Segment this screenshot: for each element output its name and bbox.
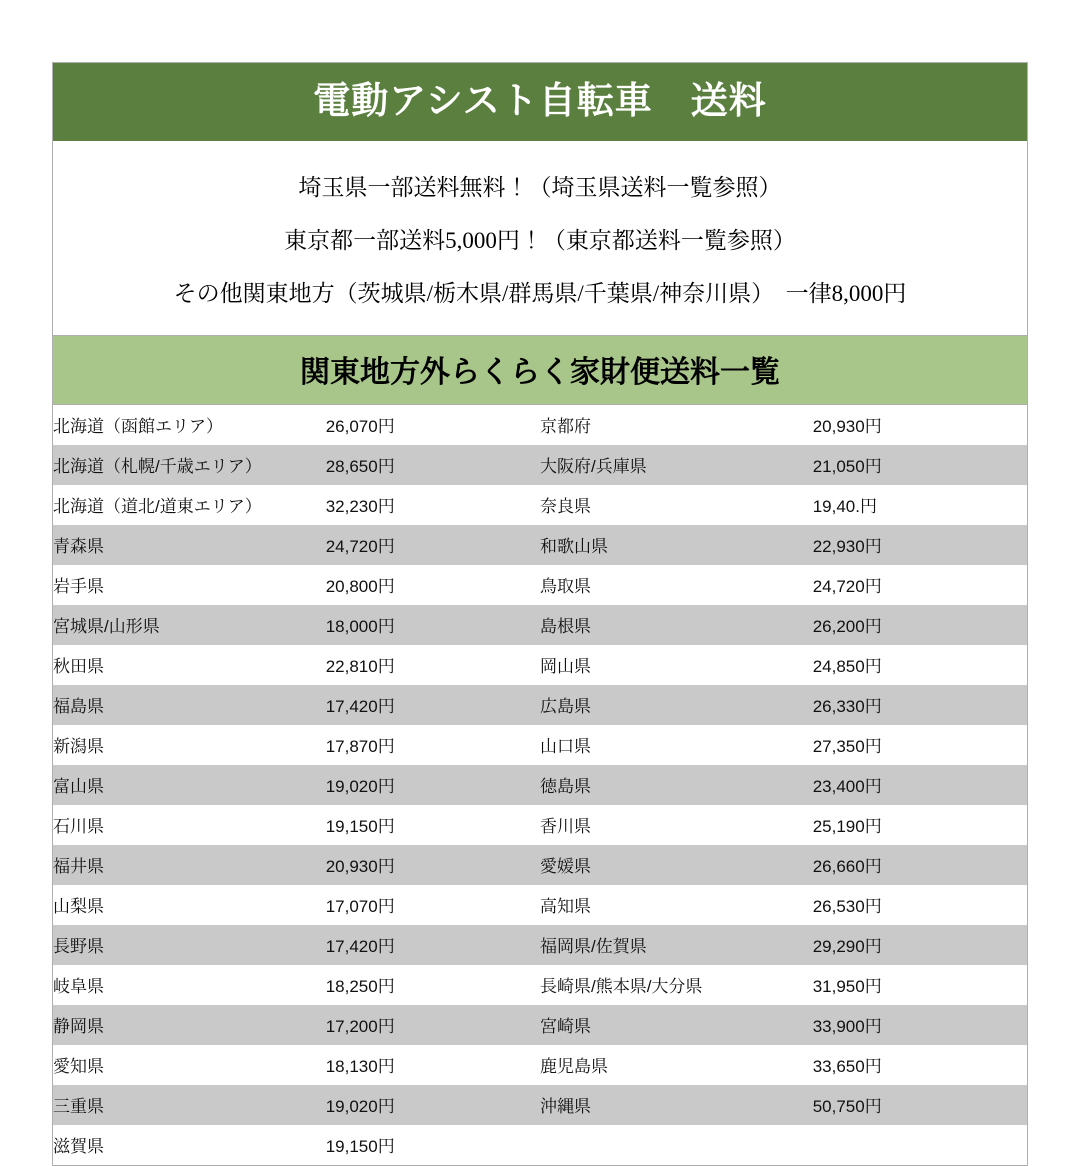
price-cell: 22,930円 (813, 525, 1027, 565)
table-row (53, 565, 1027, 605)
page-title: 電動アシスト自転車 送料 (53, 63, 1027, 141)
price-cell: 33,650円 (813, 1045, 1027, 1085)
note-kanto-other: その他関東地方（茨城県/栃木県/群馬県/千葉県/神奈川県） 一律8,000円 (173, 281, 907, 307)
price-cell: 26,530円 (813, 885, 1027, 925)
price-cell: 33,900円 (813, 1005, 1027, 1045)
region-cell: 秋田県 (53, 645, 326, 685)
price-cell-empty (813, 1125, 1027, 1165)
table-row (53, 1005, 1027, 1045)
price-cell: 24,720円 (813, 565, 1027, 605)
price-cell: 29,290円 (813, 925, 1027, 965)
price-cell: 19,020円 (326, 1085, 540, 1125)
price-cell: 19,150円 (326, 1125, 540, 1165)
region-cell: 宮城県/山形県 (53, 605, 326, 645)
price-cell: 32,230円 (326, 485, 540, 525)
price-cell: 26,200円 (813, 605, 1027, 645)
table-row (53, 1045, 1027, 1085)
price-cell: 17,200円 (326, 1005, 540, 1045)
price-cell: 19,020円 (326, 765, 540, 805)
region-cell: 鳥取県 (540, 565, 813, 605)
note-saitama: 埼玉県一部送料無料！（埼玉県送料一覧参照） (298, 175, 782, 201)
table-row (53, 725, 1027, 765)
table-row (53, 605, 1027, 645)
region-cell: 愛知県 (53, 1045, 326, 1085)
table-row (53, 405, 1027, 445)
price-cell: 26,660円 (813, 845, 1027, 885)
region-cell: 広島県 (540, 685, 813, 725)
table-row (53, 525, 1027, 565)
region-cell: 長野県 (53, 925, 326, 965)
table-row (53, 645, 1027, 685)
region-cell: 福岡県/佐賀県 (540, 925, 813, 965)
region-cell: 静岡県 (53, 1005, 326, 1045)
price-cell: 17,870円 (326, 725, 540, 765)
region-cell: 京都府 (540, 405, 813, 445)
region-cell: 沖縄県 (540, 1085, 813, 1125)
region-cell: 岡山県 (540, 645, 813, 685)
region-cell: 長崎県/熊本県/大分県 (540, 965, 813, 1005)
price-cell: 18,000円 (326, 605, 540, 645)
region-cell: 富山県 (53, 765, 326, 805)
price-cell: 21,050円 (813, 445, 1027, 485)
price-cell: 26,330円 (813, 685, 1027, 725)
price-cell: 27,350円 (813, 725, 1027, 765)
fee-table-wrapper (53, 405, 1027, 1165)
price-cell: 18,130円 (326, 1045, 540, 1085)
table-row (53, 925, 1027, 965)
price-cell: 26,070円 (326, 405, 540, 445)
price-cell: 18,250円 (326, 965, 540, 1005)
price-cell: 28,650円 (326, 445, 540, 485)
table-row (53, 685, 1027, 725)
region-cell: 北海道（札幌/千歳エリア） (53, 445, 326, 485)
table-row (53, 805, 1027, 845)
region-cell: 福井県 (53, 845, 326, 885)
shipping-fee-sheet (52, 62, 1028, 1166)
section-title-fee-list: 関東地方外らくらく家財便送料一覧 (53, 335, 1027, 405)
region-cell: 石川県 (53, 805, 326, 845)
table-row (53, 765, 1027, 805)
table-row (53, 485, 1027, 525)
table-row (53, 445, 1027, 485)
table-row (53, 1085, 1027, 1125)
price-cell: 20,800円 (326, 565, 540, 605)
price-cell: 17,420円 (326, 685, 540, 725)
price-cell: 19,40.円 (813, 485, 1027, 525)
price-cell: 20,930円 (326, 845, 540, 885)
region-cell: 宮崎県 (540, 1005, 813, 1045)
region-cell: 奈良県 (540, 485, 813, 525)
price-cell: 24,850円 (813, 645, 1027, 685)
region-cell: 山口県 (540, 725, 813, 765)
fee-table-body (53, 405, 1027, 1165)
region-cell: 鹿児島県 (540, 1045, 813, 1085)
price-cell: 19,150円 (326, 805, 540, 845)
region-cell: 島根県 (540, 605, 813, 645)
price-cell: 50,750円 (813, 1085, 1027, 1125)
price-cell: 24,720円 (326, 525, 540, 565)
table-row (53, 965, 1027, 1005)
region-cell: 愛媛県 (540, 845, 813, 885)
region-cell: 大阪府/兵庫県 (540, 445, 813, 485)
price-cell: 20,930円 (813, 405, 1027, 445)
region-cell: 香川県 (540, 805, 813, 845)
region-cell: 青森県 (53, 525, 326, 565)
region-cell: 和歌山県 (540, 525, 813, 565)
region-cell: 徳島県 (540, 765, 813, 805)
region-cell: 岩手県 (53, 565, 326, 605)
region-cell: 山梨県 (53, 885, 326, 925)
table-row (53, 885, 1027, 925)
table-row (53, 845, 1027, 885)
region-cell: 岐阜県 (53, 965, 326, 1005)
region-cell: 北海道（函館エリア） (53, 405, 326, 445)
notes-section (53, 141, 1027, 334)
region-cell: 高知県 (540, 885, 813, 925)
region-cell: 福島県 (53, 685, 326, 725)
table-row (53, 1125, 1027, 1165)
region-cell: 新潟県 (53, 725, 326, 765)
region-cell: 北海道（道北/道東エリア） (53, 485, 326, 525)
region-cell: 三重県 (53, 1085, 326, 1125)
price-cell: 25,190円 (813, 805, 1027, 845)
price-cell: 31,950円 (813, 965, 1027, 1005)
note-tokyo: 東京都一部送料5,000円！（東京都送料一覧参照） (284, 228, 796, 254)
price-cell: 22,810円 (326, 645, 540, 685)
price-cell: 23,400円 (813, 765, 1027, 805)
fee-table (53, 405, 1027, 1165)
region-cell-empty (540, 1125, 813, 1165)
region-cell: 滋賀県 (53, 1125, 326, 1165)
price-cell: 17,420円 (326, 925, 540, 965)
price-cell: 17,070円 (326, 885, 540, 925)
